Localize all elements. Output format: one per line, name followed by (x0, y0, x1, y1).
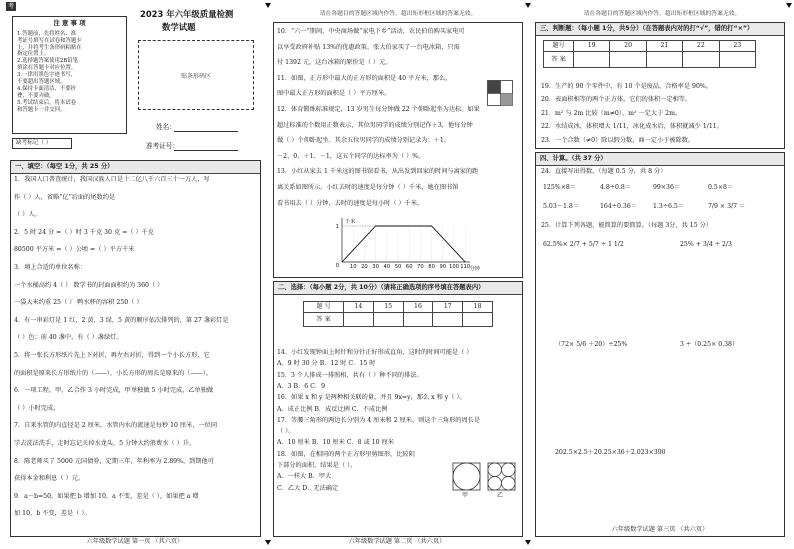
calc-item-4: 3 ÷（0.25× 0.38） (680, 341, 739, 348)
question-line: 12．体育锻炼标准规定，13 岁男生每分钟做 22 个仰卧起坐为达标。如果 (277, 106, 480, 113)
calc-item-1: 62.5%× 2/7 + 5/7 ÷ 1 1/2 (543, 241, 624, 248)
question-line: 80500 平方米 =（ ）公顷 =（ ）平方千米 (14, 246, 135, 254)
answer-cell[interactable] (610, 52, 646, 68)
question-line: 9．a－b=50，如果把 b 增加 10，a 不变，差是（ ），如果把 a 增 (14, 492, 199, 500)
absent-mark-box[interactable] (12, 138, 72, 149)
section-judge-header: 三、判断题：（每小题 1分，共5分）（在答题表内对的打“√”，错的打“×”） (536, 23, 784, 36)
question-line: 1．我国人口普查统计，我国汉族人口是十二亿八千六百三十一万人，写 (14, 176, 210, 183)
x-tick-label: 110 (460, 264, 471, 270)
barcode-label: 贴条形码区 (180, 73, 211, 80)
question-line: 一袋大米约重 25（ ） 鸭水杯的容积 250（ ） (14, 299, 143, 307)
x-tick-label: 80 (428, 264, 435, 270)
page-2-top-note: 请在各题目的答题区域内作答，超出矩形框区域的答案无效。 (319, 11, 477, 17)
answer-cell[interactable] (344, 313, 374, 327)
section-calc-header: 四、计算。（共 37 分） (536, 153, 784, 166)
table-header-cell: 15 (373, 302, 403, 313)
table-header-cell: 21 (646, 41, 682, 52)
question-line: 8．陈老师买了 5000 元国债券，定期三年，年利率为 2.89%，到期他可 (14, 457, 214, 465)
notice-box (12, 16, 127, 134)
notice-line: 考证号填写在试卷和答题卡 (17, 37, 82, 44)
question-line: 11．如图，正方形中最大的正方形的面积是 40 平方米，那么， (277, 74, 452, 82)
question-line: 离关系如图所示。小红去时的速度是每分钟（ ）千米，她在图书馆 (277, 184, 459, 191)
question-line: 下部分的面积，结果是（ ）。 (277, 462, 357, 469)
table-header-cell: 20 (610, 41, 646, 52)
question-line: 超过标准的个数用正数表示，其位男同学的成绩分别记作＋3，他每分钟 (277, 121, 473, 129)
question-25: 25．计算下列各题，能简算的要简算。（每题 3分，共 15 分） (541, 222, 712, 229)
question-line: 6．一项工程，甲、乙合作 3 小时完成，甲单独做 5 小时完成，乙单独做 (14, 387, 214, 395)
question-line: 付 1392 元，这台冰箱的原价是（ ）元。 (277, 59, 392, 67)
notice-line: 不要超出答题区域。 (17, 79, 66, 86)
question-line: 16．如果 x 和 y 是两种相关联的量，并且 9x=y，那么 x 和 y（ ）。 (277, 394, 466, 402)
question-line: （ ）。 (277, 428, 295, 436)
answer-cell[interactable] (463, 313, 493, 327)
question-line: （ ）人。 (14, 211, 41, 219)
name-field[interactable] (174, 131, 238, 132)
oral-calc-item: 1.3÷6.5＝ (653, 203, 685, 210)
question-line: A．3 B．6 C．9 (277, 382, 326, 390)
notice-line: 3.一律用黑色字迹书写， (17, 72, 77, 79)
question-line: A．成正比例 B．成反比例 C．不成比例 (277, 405, 388, 413)
x-tick-label: 10 (349, 264, 357, 270)
exam-title: 2023 年六年级质量检测 (140, 9, 234, 19)
question-line: 13．小红从家去 1 千米远的图书馆看书，从出发到回家的时间与离家的距 (277, 168, 479, 176)
registration-mark-icon (525, 540, 531, 545)
id-field[interactable] (174, 150, 238, 151)
question-line: C．乙大 D．无法确定 (277, 484, 339, 492)
question-line: 14．小红发现钟面上时针和分针正好形成直角，这时的时间可能是（ ） (277, 349, 473, 356)
judge-answer-table (543, 40, 756, 68)
fig-label-yi: 乙 (497, 492, 504, 499)
calc-item-3: （72× 5/6 ＋20）÷25% (555, 341, 628, 348)
answer-cell[interactable] (373, 313, 403, 327)
notice-line: 叠，不要弄破。 (17, 92, 55, 99)
question-line: 学去洗法洗手，走时忘记关掉水龙头，5 分钟大约浪费水（ ）升。 (14, 440, 196, 447)
x-tick-label: 50 (394, 264, 402, 270)
x-tick-label: 60 (405, 264, 413, 270)
x-axis-label: 分钟 (469, 266, 480, 272)
y-axis-label: 千米 (345, 219, 356, 225)
table-header-cell: 17 (433, 302, 463, 313)
answer-cell[interactable] (719, 52, 755, 68)
fig-label-jia: 甲 (462, 492, 469, 499)
question-line: 一个水桶高约 4（ ） 数学书的封面面积约为 360（ ） (14, 281, 164, 289)
question-line: 看书用去（ ）分钟，去时的速度是每小时（ ）千米。 (277, 199, 424, 207)
answer-cell[interactable] (403, 313, 433, 327)
registration-mark-icon (265, 3, 271, 8)
exam-subtitle: 数学试题 (162, 22, 196, 32)
registration-mark-icon (525, 3, 531, 8)
question-line: －2、0、＋1、－1，这五个同学的达标率为（ ）%。 (277, 152, 425, 160)
y-tick-label: 0 (335, 263, 339, 269)
notice-line: 2.选择题答案使用2B铅笔 (17, 58, 79, 65)
question-line: 20．表面积相等的两个正方体，它们的体积一定相等。 (541, 96, 692, 104)
oral-calc-item: 0.5×8＝ (708, 184, 734, 191)
table-header-cell: 16 (403, 302, 433, 313)
x-tick-label: 70 (417, 264, 424, 270)
question-line: 21．m² 与 2m 比较（m≠0），m² 一定大于 2m。 (541, 109, 682, 117)
page-footer-1: 六年级数学试题 第一页 （共六页） (86, 538, 184, 545)
q11-square-figure (487, 80, 513, 106)
notice-line: 上，并将考生条形码粘贴在 (17, 44, 82, 51)
registration-mark-icon (265, 540, 271, 545)
notice-line: 5.考试结束后，将本试卷 (17, 99, 77, 106)
x-tick-label: 90 (439, 264, 447, 270)
oral-calc-item: 125%×8＝ (543, 184, 576, 191)
notice-title: 注 意 事 项 (53, 19, 86, 27)
x-tick-label: 30 (372, 264, 379, 270)
oral-calc-item: 164÷0.36＝ (600, 203, 637, 210)
oral-calc-item: 4.8÷0.8＝ (600, 184, 632, 191)
x-tick-label: 40 (383, 264, 391, 270)
oral-calc-item: 5.03－1.8＝ (543, 203, 579, 210)
answer-cell[interactable] (574, 52, 610, 68)
oral-calc-item: 7/9 × 3/7 ＝ (708, 203, 746, 210)
notice-line: 1.答题前，先将姓名、准 (17, 30, 77, 37)
notice-line: 和答题卡一并交回。 (17, 106, 66, 113)
question-line: 的面积是原来长方形纸片的（——），小长方形的周长是原来的（——）。 (14, 369, 212, 377)
question-line: 10．“六一”期间，中央商场做“家电下乡”活动，农民伯伯购买家电可 (277, 28, 465, 35)
question-line: 图中最大正方形的面积是（ ）平方厘米。 (277, 90, 391, 98)
table-header-cell: 23 (719, 41, 755, 52)
page-footer-2: 六年级数学试题 第二页 （共六页） (348, 538, 446, 545)
question-line: 23．一个合数（≠0）除以假分数，商一定小于被除数。 (541, 136, 695, 144)
calc-item-5: 202.5×2.5＋20.25×36＋2.023×390 (555, 449, 666, 456)
question-line: 7．自来水管的内直径是 2 厘米，水管内水的流速是每秒 10 厘米，一位同 (14, 422, 218, 430)
question-line: 4．有一串彩灯是 1 红，2 黄，3 绿，5 黄的顺序依次排列的，第 27 盏彩灯是 (14, 316, 229, 324)
table-header-cell: 题 号 (304, 302, 344, 313)
table-header-cell: 22 (683, 41, 719, 52)
calc-item-2: 25% + 3/4 ÷ 2/3 (680, 241, 732, 248)
barcode-area (138, 40, 254, 110)
id-label: 准考证号： (146, 142, 179, 150)
question-line: A．10 厘米 B．10 厘米 C．8 或 10 厘米 (277, 439, 394, 447)
registration-mark-icon (786, 3, 792, 8)
answer-cell[interactable] (683, 52, 719, 68)
section-choice-header: 二、选择：（每小题 2分，共 10分）（请将正确选项的序号填在答题表内） (274, 282, 522, 295)
table-header-cell: 14 (344, 302, 374, 313)
question-line: 以享受政府补贴 13%的优惠政策，张大伯家买了一台电冰箱，只需 (277, 43, 460, 51)
x-tick-label: 20 (361, 264, 368, 270)
absent-mark-label: 缺考标记（ ） (16, 140, 52, 146)
table-row-label: 答 案 (304, 313, 344, 327)
question-line: 2．5 时 24 分 =（ ）时 3 千克 30 克 =（ ）千克 (14, 228, 154, 236)
question-24: 24．直接写出得数。（每题 0.5 分，共 8 分） (541, 168, 667, 175)
choice-answer-table (303, 301, 493, 327)
question-line: 加 10，b 不变，差是（ ）。 (14, 510, 91, 518)
corner-badge: 考 (7, 3, 14, 10)
question-line: 做（ ）个仰卧起坐。其余五位男同学的成绩分别记录为：＋1、 (277, 137, 450, 145)
notice-line: 4.保持卡面清洁，不要折 (17, 85, 77, 92)
question-line: A．一样大 B．甲大 (277, 473, 332, 481)
question-line: 18．如图，在相同的两个正方形里剪图形，比较阴 (277, 450, 415, 458)
answer-cell[interactable] (646, 52, 682, 68)
table-row-label: 答 案 (544, 52, 574, 68)
question-line: 15．3 个人排成一排照相，共有（ ）种不同的排法。 (277, 371, 423, 379)
section-fill-in-header: 一、填空：（每空 1分，共 25 分） (11, 161, 260, 174)
oral-calc-item: 99×36＝ (653, 184, 681, 191)
notice-line: 填涂在答题卡对应位置。 (17, 65, 77, 72)
page-3-top-note: 请在各题目的答题区域内作答，超出矩形框区域的答案无效。 (583, 11, 741, 17)
question-line: A．9 时 30 分 B．12 时 C．15 时 (277, 360, 376, 368)
page-footer-3: 六年级数学试题 第三页 （共六页） (611, 526, 709, 533)
distance-line (342, 226, 465, 262)
notice-line: 指定位置上。 (17, 51, 50, 58)
question-line: 22．水结成冰，体积增大 1/11，冰化成水后，体积就减少 1/11。 (541, 123, 723, 131)
q13-distance-time-chart (328, 216, 478, 274)
x-tick-label: 100 (449, 264, 459, 270)
name-label: 姓名： (156, 123, 176, 131)
question-line: 17．等腰三角形的两边长分别为 4 厘米和 2 厘米，则这个三角形的周长是 (277, 416, 481, 424)
question-line: 19．生产的 90 个零件中，有 10 个是废品，合格率是 90%。 (541, 83, 712, 90)
table-header-cell: 19 (574, 41, 610, 52)
table-header-cell: 18 (463, 302, 493, 313)
question-line: 作（ ）人，省略“亿”后面的尾数约是 (14, 193, 116, 201)
question-line: （ ）色；前 40 盏中，有（ ）盏绿灯。 (14, 334, 123, 342)
question-line: （ ）小时完成。 (14, 404, 60, 412)
table-header-cell: 题号 (544, 41, 574, 52)
answer-cell[interactable] (433, 313, 463, 327)
question-line: 获得本金和利息（ ）元。 (14, 475, 85, 483)
question-line: 3．填上合适的单位名称： (14, 264, 86, 271)
y-tick-label: 1 (335, 224, 339, 230)
question-line: 5．将一张长方形纸片先上下对折，再左右对折，得到一个小长方形，它 (14, 352, 210, 359)
